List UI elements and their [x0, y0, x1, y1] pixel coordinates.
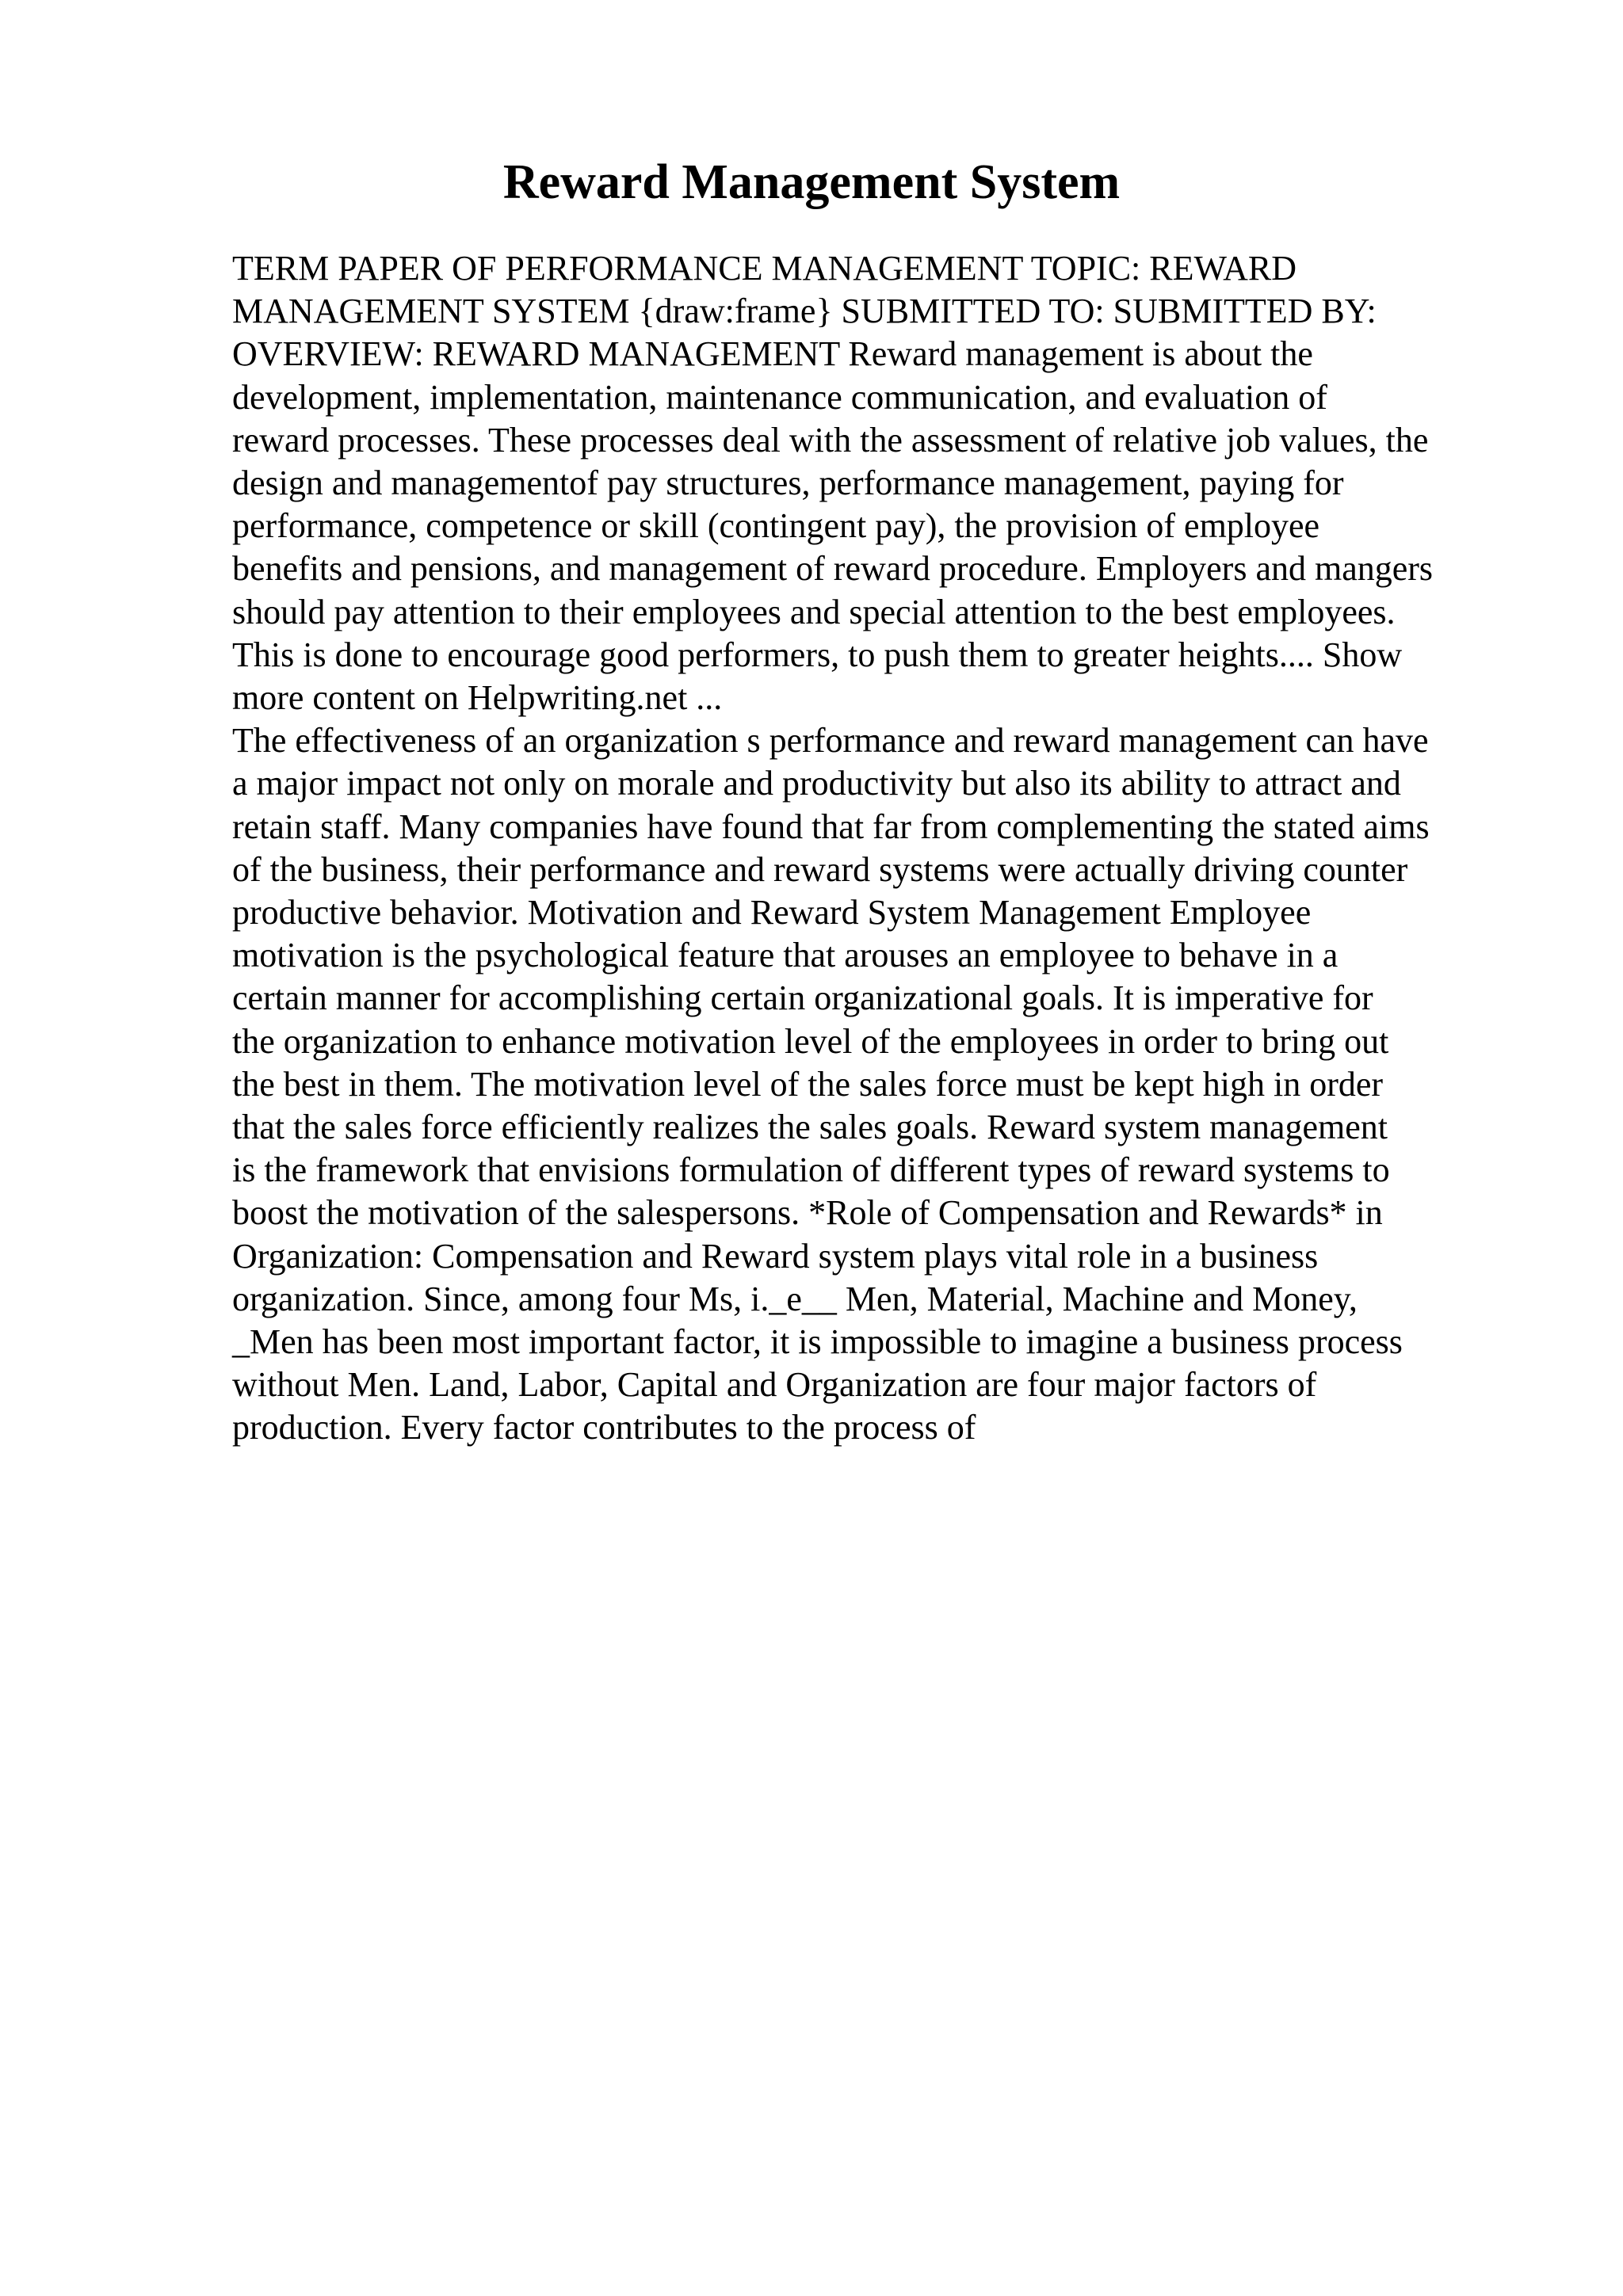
- body-line: the best in them. The motivation level of the sales force must be kept high in order: [232, 1064, 1384, 1104]
- document-title: Reward Management System: [502, 155, 1121, 209]
- body-line: motivation is the psychological feature that arouses an employee to behave in a: [232, 936, 1338, 975]
- body-line: organization. Since, among four Ms, i._e__ Men, Material, Machine and Money,: [232, 1279, 1358, 1318]
- body-line: This is done to encourage good performers, to push them to greater heights.... Show: [232, 635, 1403, 674]
- body-line: OVERVIEW: REWARD MANAGEMENT Reward management is about the: [232, 334, 1313, 374]
- body-line: more content on Helpwriting.net ...: [232, 678, 723, 718]
- body-line: a major impact not only on morale and productivity but also its ability to attract and: [232, 764, 1401, 803]
- body-line: Organization: Compensation and Reward system plays vital role in a business: [232, 1236, 1319, 1276]
- body-line: certain manner for accomplishing certain organizational goals. It is imperative for: [232, 978, 1373, 1018]
- body-line: that the sales force efficiently realizes the sales goals. Reward system management: [232, 1108, 1388, 1147]
- body-line: productive behavior. Motivation and Reward System Management Employee: [232, 893, 1312, 933]
- body-line: TERM PAPER OF PERFORMANCE MANAGEMENT TOPIC: REWARD: [232, 249, 1297, 288]
- document-body: [232, 247, 1516, 1450]
- body-line: development, implementation, maintenance communication, and evaluation of: [232, 377, 1327, 417]
- body-line: The effectiveness of an organization s performance and reward management can have: [232, 721, 1429, 761]
- body-line: should pay attention to their employees and special attention to the best employees.: [232, 592, 1396, 631]
- body-line: of the business, their performance and reward systems were actually driving counter: [232, 849, 1408, 889]
- body-line: the organization to enhance motivation level of the employees in order to bring out: [232, 1021, 1389, 1061]
- body-line: is the framework that envisions formulation of different types of reward systems to: [232, 1150, 1390, 1190]
- body-line: performance, competence or skill (contingent pay), the provision of employee: [232, 506, 1320, 546]
- body-line: boost the motivation of the salespersons. *Role of Compensation and Rewards* in: [232, 1193, 1383, 1233]
- body-line: _Men has been most important factor, it is impossible to imagine a business process: [232, 1322, 1403, 1362]
- body-line: MANAGEMENT SYSTEM {draw:frame} SUBMITTED TO: SUBMITTED BY:: [232, 292, 1377, 331]
- body-line: without Men. Land, Labor, Capital and Organization are four major factors of: [232, 1365, 1317, 1405]
- body-line: retain staff. Many companies have found that far from complementing the stated aims: [232, 807, 1430, 846]
- body-line: design and managementof pay structures, performance management, paying for: [232, 463, 1344, 503]
- body-line: reward processes. These processes deal with the assessment of relative job values, the: [232, 420, 1429, 460]
- body-line: production. Every factor contributes to the process of: [232, 1408, 976, 1447]
- body-line: benefits and pensions, and management of reward procedure. Employers and mangers: [232, 549, 1434, 589]
